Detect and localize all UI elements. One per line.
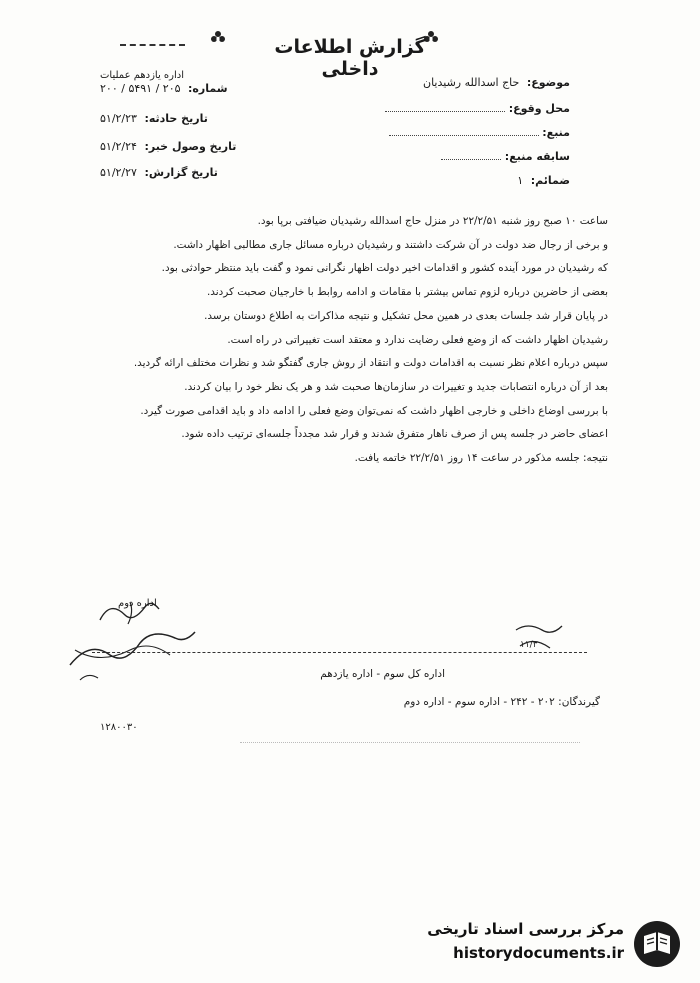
book-logo-icon (632, 918, 682, 970)
watermark (412, 916, 682, 976)
body-line: رشیدیان اظهار داشت که از وضع فعلی رضایت ندارد و معتقد است تغییراتی در راه است. (227, 333, 608, 346)
body-line: ساعت ۱۰ صبح روز شنبه ۲۲/۲/۵۱ در منزل حاج اسدالله رشیدیان ضیافتی برپا بود. (257, 215, 608, 227)
body-line: بعد از آن درباره انتصابات جدید و تغییرات در سازمان‌ها صحبت شد و هر یک نظر خود را بیان کردند. (184, 380, 608, 393)
footer-office-line: اداره کل سوم - اداره یازدهم (320, 668, 445, 680)
location-field: محل وقوع: (385, 102, 570, 115)
watermark-org-name: مرکز بررسی اسناد تاریخی (427, 920, 624, 938)
body-line: بعضی از حاضرین درباره لزوم تماس بیشتر با مقامات و ادامه روابط با خارجیان صحبت کردند. (206, 286, 608, 299)
incident-date-field: تاریخ حادثه: ۵۱/۲/۲۳ (100, 112, 208, 125)
received-date-field: تاریخ وصول خبر: ۵۱/۲/۲۴ (100, 140, 237, 153)
body-line: اعضای حاضر در جلسه پس از صرف ناهار متفرق شدند و قرار شد مجدداً جلسه‌ای ترتیب داده شود. (181, 428, 608, 441)
faint-dotted-line (240, 742, 580, 751)
handwritten-note-left: اداره دوم (118, 598, 157, 609)
body-line: نتیجه: جلسه مذکور در ساعت ۱۴ روز ۲۲/۲/۵۱ خاتمه یافت. (354, 452, 608, 465)
footer-reference-number: ۱۲۸۰۰۳۰ (100, 722, 138, 733)
source-field: منبع: (389, 126, 570, 139)
handwritten-note-right: ۱۱/۳ (520, 640, 538, 650)
body-line: سپس درباره اعلام نظر نسبت به اقدامات دولت و انتقاد از روش جاری گفتگو شد و نظرات مختلف ارائه گردید. (133, 357, 608, 370)
footer-recipients-line: گیرندگان: ۲۰۲ - ۲۴۲ - اداره سوم - اداره دوم (403, 696, 600, 708)
body-line: و برخی از رجال ضد دولت در آن شرکت داشتند و رشیدیان درباره مسائل جاری مطالبی اظهار داشت. (173, 238, 608, 251)
body-line: که رشیدیان در مورد آینده کشور و اقدامات اخیر دولت اظهار نگرانی نمود و گفت باید منتظر حوادثی بود. (161, 262, 608, 275)
footer-divider (92, 652, 587, 653)
report-body (88, 210, 608, 471)
subject-field: موضوع: حاج اسدالله رشیدیان (422, 76, 570, 89)
classification-stamp: اداره یازدهم عملیات (100, 70, 185, 81)
copies-field: ضمائم: ۱ (517, 174, 570, 187)
report-date-field: تاریخ گزارش: ۵۱/۲/۲۷ (100, 166, 218, 179)
report-title: گزارش اطلاعات داخلی (274, 36, 426, 80)
number-field: شماره: ۲۰۵ / ۵۴۹۱ / ۲۰۰ (100, 82, 228, 95)
flower-ornament-icon (210, 30, 226, 46)
header-dash-line (120, 44, 185, 46)
body-line: با بررسی اوضاع داخلی و خارجی اظهار داشت که نمی‌توان وضع فعلی را ادامه داد و باید اقدامی صورت گیرد. (140, 404, 608, 417)
watermark-site: historydocuments.ir (453, 944, 624, 962)
body-line: در پایان قرار شد جلسات بعدی در همین محل تشکیل و نتیجه مذاکرات به اطلاع دوستان برسد. (204, 309, 608, 322)
source-rating-field: سابقه منبع: (441, 150, 570, 163)
